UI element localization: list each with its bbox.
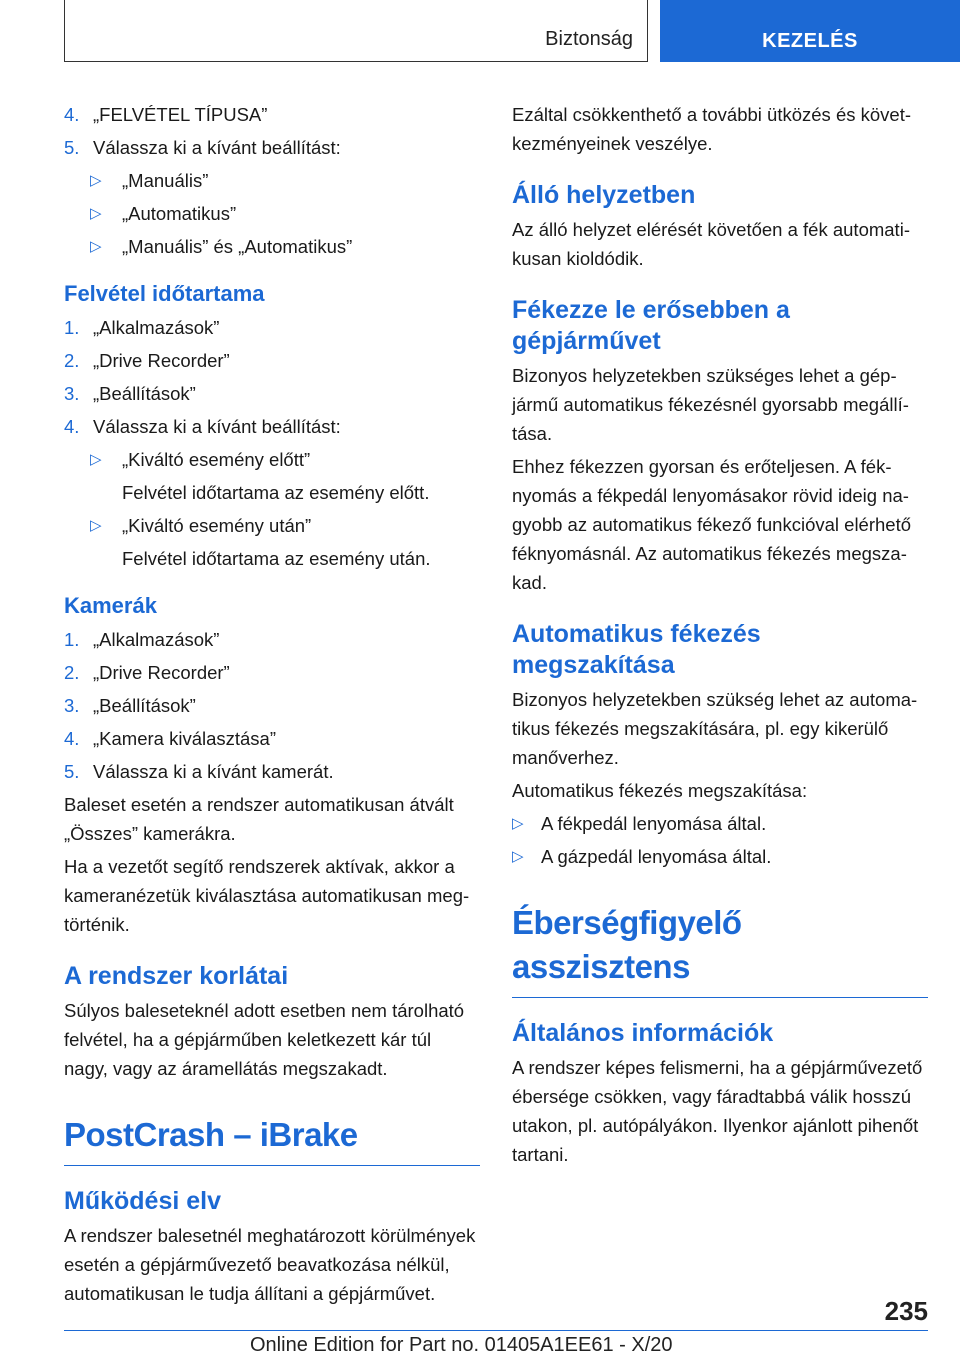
list-item	[64, 757, 480, 786]
step-number: 1.	[64, 317, 80, 338]
chapter-title-postcrash: PostCrash – iBrake	[64, 1113, 480, 1166]
heading-interrupt-braking: Automatikus fékezés megszakítása	[512, 620, 761, 679]
step-number: 4.	[64, 416, 80, 437]
page-header	[0, 0, 960, 66]
paragraph: Súlyos baleseteknél adott esetben nem tárolható felvétel, ha a gépjárműben keletkezett kár túl nagy, vagy az áramellátás megszakadt.	[64, 1000, 465, 1079]
option-text: „Manuális”	[122, 170, 209, 191]
list-item	[64, 445, 480, 507]
step-text: „Beállítások”	[93, 383, 196, 404]
heading-standstill: Álló helyzetben	[512, 181, 696, 209]
step-number: 3.	[64, 383, 80, 404]
list-item	[64, 724, 480, 753]
step-number: 1.	[64, 629, 80, 650]
footer-divider	[64, 1330, 928, 1331]
list-item	[64, 412, 480, 441]
paragraph: Ezáltal csökkenthető a további ütközés és következményeinek veszélye.	[512, 104, 912, 154]
list-item	[64, 313, 480, 342]
left-column	[64, 100, 480, 1312]
step-text: Válassza ki a kívánt beállítást:	[93, 137, 341, 158]
paragraph: Ehhez fékezzen gyorsan és erőteljesen. A féknyomás a fékpedál lenyomásakor rövid ideig nagyobb az automatikus fékező funkcióval elérhető féknyomásnál. Az automatikus fékezés megszakad.	[512, 456, 912, 593]
triangle-bullet-icon: ▷	[90, 172, 102, 189]
step-number: 2.	[64, 350, 80, 371]
page-number: 235	[884, 1296, 928, 1326]
option-text: „Manuális” és „Automatikus”	[122, 236, 353, 257]
step-number: 5.	[64, 761, 80, 782]
step-text: „Alkalmazások”	[93, 629, 220, 650]
list-item	[64, 166, 480, 195]
heading-cameras: Kamerák	[64, 593, 157, 618]
paragraph: A rendszer képes felismerni, ha a gépjárművezető ébersége csökken, vagy fáradtabbá válik hosszú utakon, pl. autópályákon. Ilyenkor ajánlott pihenőt tartani.	[512, 1057, 923, 1165]
triangle-bullet-icon: ▷	[90, 517, 102, 534]
heading-general-info: Általános információk	[512, 1019, 774, 1047]
chapter-title-attention-assistant: Éberségfigyelő asszisztens	[512, 901, 928, 998]
paragraph: Baleset esetén a rendszer automatikusan átvált „Összes” kamerákra.	[64, 794, 454, 844]
option-description: Felvétel időtartama az esemény után.	[122, 548, 431, 569]
option-text: „Kiváltó esemény előtt”	[122, 449, 311, 470]
step-text: „Alkalmazások”	[93, 317, 220, 338]
step-text: „FELVÉTEL TÍPUSA”	[93, 104, 268, 125]
heading-system-limits: A rendszer korlátai	[64, 962, 289, 990]
list-item	[64, 199, 480, 228]
options-list-recording-type	[64, 166, 480, 261]
paragraph: Ha a vezetőt segítő rendszerek aktívak, akkor a kameranézetük kiválasztása automatikusan megtörténik.	[64, 856, 470, 935]
paragraph: A rendszer balesetnél meghatározott körülmények esetén a gépjárművezető beavatkozása nélkül, automatikusan le tudja állítani a gépjárművet.	[64, 1225, 476, 1304]
list-item	[64, 625, 480, 654]
option-text: A gázpedál lenyomása által.	[541, 846, 772, 867]
paragraph: Az álló helyzet elérését követően a fék automatikusan kioldódik.	[512, 219, 910, 269]
heading-brake-harder: Fékezze le erősebben a gépjárművet	[512, 296, 790, 355]
step-text: Válassza ki a kívánt kamerát.	[93, 761, 334, 782]
option-text: A fékpedál lenyomása által.	[541, 813, 767, 834]
triangle-bullet-icon: ▷	[90, 451, 102, 468]
step-number: 3.	[64, 695, 80, 716]
list-item	[64, 232, 480, 261]
step-text: „Drive Recorder”	[93, 350, 230, 371]
step-number: 5.	[64, 137, 80, 158]
options-list-interrupt	[512, 809, 928, 871]
paragraph: Bizonyos helyzetekben szükség lehet az automatikus fékezés megszakítására, pl. egy kikerülő manőverhez.	[512, 689, 918, 768]
step-text: Válassza ki a kívánt beállítást:	[93, 416, 341, 437]
header-section-box	[64, 0, 648, 62]
paragraph: Bizonyos helyzetekben szükséges lehet a gépjármű automatikus fékezésnél gyorsabb megállítása.	[512, 365, 909, 444]
triangle-bullet-icon: ▷	[512, 815, 524, 832]
steps-list-cameras	[64, 625, 480, 786]
option-description: Felvétel időtartama az esemény előtt.	[122, 482, 430, 503]
list-item	[64, 511, 480, 573]
header-chapter-tab: KEZELÉS	[660, 0, 960, 62]
step-number: 4.	[64, 104, 80, 125]
heading-recording-duration: Felvétel időtartama	[64, 281, 265, 306]
step-text: „Kamera kiválasztása”	[93, 728, 277, 749]
footer-edition: Online Edition for Part no. 01405A1EE61 - X/20	[250, 1334, 673, 1356]
option-text: „Automatikus”	[122, 203, 237, 224]
list-item	[64, 346, 480, 375]
step-text: „Beállítások”	[93, 695, 196, 716]
paragraph: Automatikus fékezés megszakítása:	[512, 780, 808, 801]
step-number: 4.	[64, 728, 80, 749]
triangle-bullet-icon: ▷	[90, 238, 102, 255]
triangle-bullet-icon: ▷	[90, 205, 102, 222]
option-text: „Kiváltó esemény után”	[122, 515, 312, 536]
list-item	[64, 100, 480, 129]
step-text: „Drive Recorder”	[93, 662, 230, 683]
list-item	[512, 842, 928, 871]
triangle-bullet-icon: ▷	[512, 848, 524, 865]
list-item	[64, 691, 480, 720]
list-item	[512, 809, 928, 838]
list-item	[64, 133, 480, 162]
steps-list-duration	[64, 313, 480, 441]
steps-list-recording-type	[64, 100, 480, 162]
list-item	[64, 379, 480, 408]
right-column	[512, 100, 928, 1173]
heading-principle: Működési elv	[64, 1187, 221, 1215]
step-number: 2.	[64, 662, 80, 683]
list-item	[64, 658, 480, 687]
options-list-duration	[64, 445, 480, 573]
header-section-title: Biztonság	[545, 28, 633, 50]
